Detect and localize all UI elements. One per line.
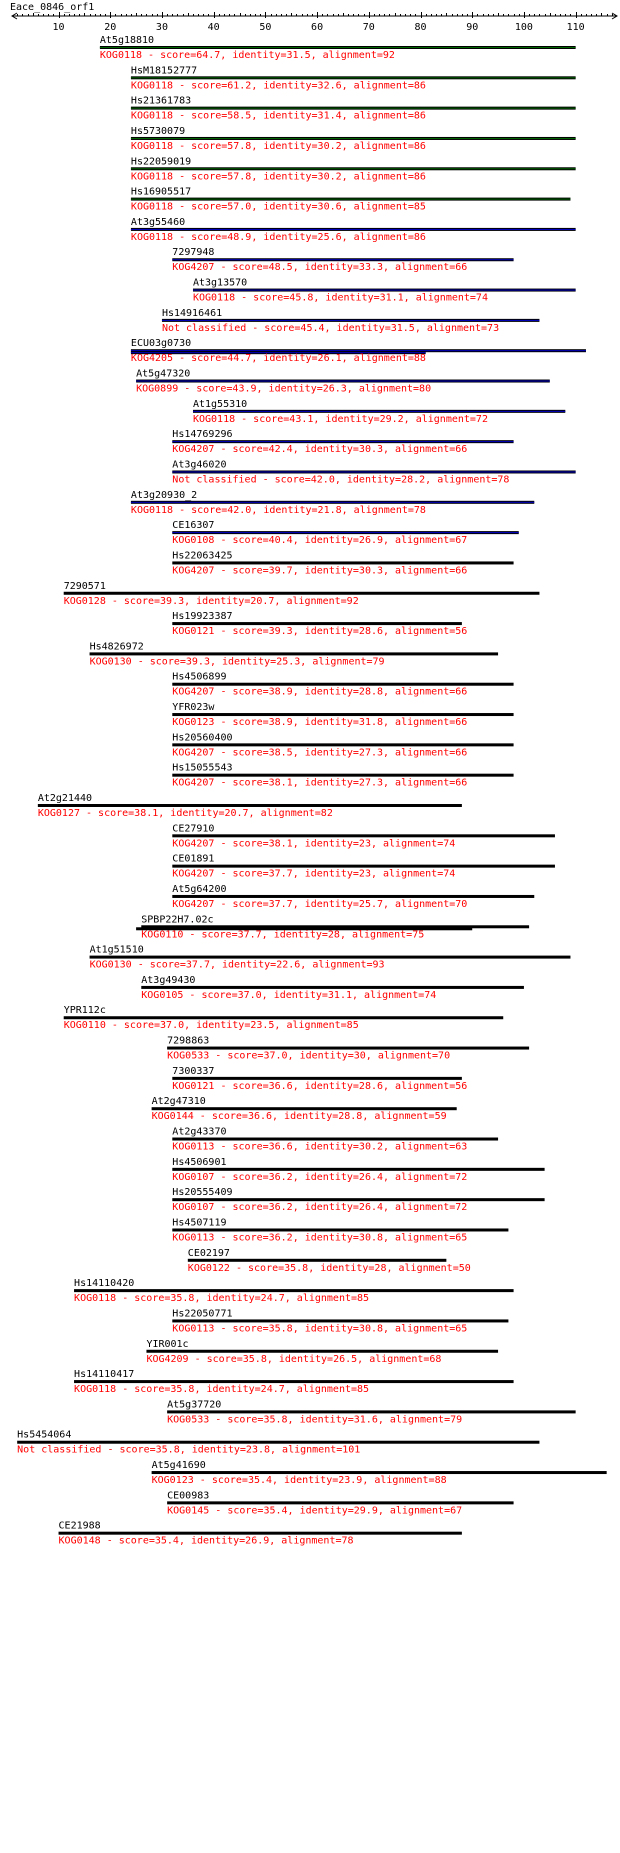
hit-row (167, 1036, 529, 1062)
hit-bar-outline (17, 1441, 539, 1444)
hit-description: KOG0118 - score=61.2, identity=32.6, alignment=86 (130, 80, 426, 92)
hit-row (38, 793, 462, 819)
hit-row (131, 338, 586, 364)
hit-name: At3g20930_2 (130, 489, 198, 501)
hit-bar-blue (172, 471, 575, 472)
hit-bar-blue (131, 229, 576, 230)
hit-description: KOG0899 - score=43.9, identity=26.3, alignment=80 (136, 383, 432, 395)
hit-name: SPBP22H7.02c (141, 914, 214, 926)
hit-bar-outline (167, 1501, 513, 1504)
hit-bar-outline (172, 622, 462, 625)
hit-description: KOG0145 - score=35.4, identity=29.9, alignment=67 (167, 1505, 463, 1517)
hit-description: KOG0118 - score=48.9, identity=25.6, alignment=86 (130, 231, 426, 243)
hit-row (172, 1127, 498, 1153)
hit-bar-blue (172, 259, 513, 260)
hit-description: KOG0118 - score=57.8, identity=30.2, alignment=86 (130, 171, 426, 183)
hit-description: KOG0118 - score=42.0, identity=21.8, alignment=78 (130, 504, 426, 516)
hit-bar-green (100, 47, 576, 48)
hit-name: At5g18810 (99, 35, 155, 46)
hit-row (136, 369, 550, 395)
hit-name: Hs22059019 (130, 156, 192, 168)
axis-tick-label: 80 (414, 22, 427, 33)
hit-bar-outline (172, 1077, 462, 1080)
hit-row (141, 975, 524, 1001)
hit-description: KOG0121 - score=39.3, identity=28.6, alignment=56 (172, 626, 468, 638)
hit-name: YFR023w (172, 702, 215, 714)
hit-row (131, 217, 576, 243)
hit-bar-green (131, 108, 576, 109)
hit-name: Hs5730079 (130, 125, 186, 137)
hit-row (172, 611, 467, 637)
hit-row (131, 187, 571, 213)
hit-bar-outline (146, 1350, 498, 1353)
hit-bar-blue (162, 320, 539, 321)
hit-bar-blue (136, 381, 550, 382)
hit-description: Not classified - score=42.0, identity=28.2, alignment=78 (172, 474, 510, 486)
hit-list (17, 35, 606, 1547)
hit-bar-outline (74, 1289, 514, 1292)
hit-name: Hs22050771 (172, 1308, 233, 1320)
hit-name: Hs4506899 (172, 671, 227, 683)
hit-description: KOG4207 - score=48.5, identity=33.3, alignment=66 (172, 262, 468, 274)
hit-name: Hs15055543 (172, 762, 233, 774)
hit-row (172, 1308, 508, 1334)
hit-description: KOG0113 - score=35.8, identity=30.8, alignment=65 (172, 1323, 468, 1335)
hit-bar-outline (172, 895, 534, 898)
hit-row (172, 732, 513, 758)
hit-row (131, 156, 576, 182)
hit-description: KOG4207 - score=42.4, identity=30.3, alignment=66 (172, 444, 468, 456)
hit-row (131, 126, 576, 152)
hit-bar-outline (90, 956, 571, 959)
hit-description: KOG0123 - score=38.9, identity=31.8, alignment=66 (172, 717, 468, 729)
hit-description: KOG4207 - score=39.7, identity=30.3, alignment=66 (172, 565, 468, 577)
hit-description: KOG4207 - score=38.9, identity=28.8, alignment=66 (172, 686, 468, 698)
hit-row (172, 672, 513, 698)
hit-description: KOG0118 - score=58.5, identity=31.4, alignment=86 (130, 110, 426, 122)
hit-name: At3g49430 (141, 974, 196, 986)
hit-row (172, 459, 575, 485)
hit-description: KOG0533 - score=37.0, identity=30, alignment=70 (167, 1050, 451, 1062)
hit-row (172, 1217, 508, 1243)
hit-description: KOG4207 - score=37.7, identity=25.7, alignment=70 (172, 898, 468, 910)
hit-description: KOG0118 - score=64.7, identity=31.5, alignment=92 (99, 50, 395, 61)
axis-tick-label: 90 (466, 22, 479, 33)
hit-row (64, 581, 540, 607)
hit-row (172, 550, 513, 576)
hit-name: Hs16905517 (130, 186, 192, 198)
hit-name: 7297948 (172, 247, 215, 259)
hit-name: At3g46020 (172, 459, 227, 471)
hit-description: KOG0144 - score=36.6, identity=28.8, alignment=59 (151, 1111, 447, 1123)
hit-name: At2g47310 (151, 1096, 206, 1108)
axis-tick-label: 60 (311, 22, 324, 33)
hit-name: Hs4507119 (172, 1217, 227, 1229)
axis-tick-label: 30 (155, 22, 168, 33)
hit-row (172, 823, 555, 849)
hit-bar-green (131, 168, 576, 169)
hit-bar-outline (90, 652, 499, 655)
hit-row (172, 702, 513, 728)
hit-description: KOG0127 - score=38.1, identity=20.7, alignment=82 (37, 808, 333, 819)
hit-row (152, 1096, 457, 1122)
hit-description: KOG0118 - score=57.0, identity=30.6, alignment=85 (130, 201, 426, 213)
hit-name: Hs22063425 (172, 550, 233, 562)
hit-name: CE16307 (172, 520, 215, 532)
hit-name: At5g41690 (151, 1460, 206, 1472)
hit-description: KOG0108 - score=40.4, identity=26.9, alignment=67 (172, 535, 468, 547)
hit-name: At5g37720 (167, 1399, 222, 1411)
hit-name: YPR112c (63, 1005, 106, 1017)
hit-bar-outline (172, 561, 513, 564)
hit-name: CE21988 (58, 1520, 101, 1532)
hit-bar-outline (172, 743, 513, 746)
hit-description: KOG0113 - score=36.2, identity=30.8, alignment=65 (172, 1232, 468, 1244)
hit-bar-blue (172, 441, 513, 442)
hit-name: At1g55310 (192, 398, 248, 410)
hit-bar-outline (141, 986, 524, 989)
hit-row (172, 884, 534, 910)
hit-row (74, 1278, 514, 1304)
hit-row (193, 399, 565, 425)
hit-name: CE01891 (172, 853, 215, 865)
hit-bar-outline (167, 1410, 576, 1413)
hit-row (74, 1369, 514, 1395)
hit-bar-outline (172, 774, 513, 777)
hit-row (172, 247, 513, 273)
chart-title: Eace_0846_orf1 (10, 2, 95, 13)
hit-name: Hs5454064 (17, 1429, 72, 1441)
hit-row (59, 1521, 462, 1547)
hit-name: Hs4826972 (89, 641, 144, 653)
hit-name: At3g55460 (130, 216, 186, 228)
hit-description: KOG0110 - score=37.7, identity=28, alignment=75 (141, 929, 425, 941)
hit-bar-outline (64, 592, 540, 595)
hit-row (90, 945, 571, 971)
hit-name: At5g47320 (136, 368, 191, 380)
hit-bar-outline (64, 1016, 504, 1019)
hit-name: At1g51510 (89, 944, 144, 956)
hit-description: KOG4205 - score=44.7, identity=26.1, alignment=88 (130, 353, 426, 365)
hit-description: KOG0128 - score=39.3, identity=20.7, alignment=92 (63, 595, 359, 607)
hit-row (188, 1248, 471, 1274)
hit-row (100, 35, 576, 61)
hit-description: KOG0130 - score=39.3, identity=25.3, alignment=79 (89, 656, 385, 668)
hit-description: KOG0110 - score=37.0, identity=23.5, alignment=85 (63, 1020, 359, 1032)
hit-name: YIR001c (146, 1338, 189, 1350)
hit-row (193, 278, 576, 304)
hit-name: Hs14769296 (172, 429, 233, 441)
hit-bar-outline (167, 1047, 529, 1050)
hit-row (172, 1066, 467, 1092)
hit-row (90, 641, 499, 667)
axis-tick-label: 10 (52, 22, 65, 33)
hit-bar-green (131, 77, 576, 78)
hit-bar-green (131, 138, 576, 139)
hit-description: KOG0107 - score=36.2, identity=26.4, alignment=72 (172, 1202, 468, 1214)
hit-name: 7300337 (172, 1065, 215, 1077)
axis-tick-label: 110 (566, 22, 585, 33)
hit-bar-outline (172, 1228, 508, 1231)
axis-tick-label: 20 (104, 22, 117, 33)
hit-row (167, 1490, 513, 1516)
axis-tick-label: 50 (259, 22, 272, 33)
hit-description: KOG0105 - score=37.0, identity=31.1, alignment=74 (141, 989, 437, 1001)
hit-name: Hs4506901 (172, 1156, 227, 1168)
hit-bar-outline (172, 713, 513, 716)
hit-row (136, 914, 529, 940)
hit-description: KOG0533 - score=35.8, identity=31.6, alignment=79 (167, 1414, 463, 1426)
hit-name: Hs14110417 (74, 1369, 135, 1381)
hit-bar-outline (172, 1138, 498, 1141)
hit-row (172, 763, 513, 789)
hit-name: 7298863 (167, 1035, 210, 1047)
hit-name: 7290571 (63, 580, 106, 592)
hit-description: KOG0107 - score=36.2, identity=26.4, alignment=72 (172, 1171, 468, 1183)
hit-name: At2g21440 (37, 793, 93, 804)
hit-description: KOG0113 - score=36.6, identity=30.2, alignment=63 (172, 1141, 468, 1153)
hit-name: Hs20560400 (172, 732, 233, 744)
hit-row (152, 1460, 607, 1486)
hit-bar-green (131, 199, 571, 200)
hit-description: KOG4207 - score=38.1, identity=23, alignment=74 (172, 838, 456, 850)
hit-bar-outline (172, 1168, 544, 1171)
hit-description: KOG4209 - score=35.8, identity=26.5, alignment=68 (146, 1353, 442, 1365)
ruler-axis (12, 12, 617, 33)
hit-description: KOG0118 - score=43.1, identity=29.2, alignment=72 (192, 413, 488, 425)
hit-name: At2g43370 (172, 1126, 227, 1138)
hit-bar-outline (74, 1380, 514, 1383)
hit-row (172, 1157, 544, 1183)
hit-row (131, 65, 576, 91)
hit-row (172, 854, 555, 880)
hit-description: KOG0148 - score=35.4, identity=26.9, alignment=78 (58, 1535, 354, 1547)
hit-bar-blue (131, 350, 586, 351)
hit-row (172, 429, 513, 455)
hit-bar-outline (172, 834, 555, 837)
axis-tick-label: 100 (514, 22, 533, 33)
hit-row (172, 1187, 544, 1213)
hit-row (131, 96, 576, 122)
hit-name: Hs20555409 (172, 1187, 233, 1199)
hit-description: Not classified - score=45.4, identity=31.5, alignment=73 (161, 322, 500, 334)
hit-name: ECU03g0730 (130, 338, 192, 350)
hit-bar-outline (59, 1532, 462, 1535)
hit-bar-blue (193, 411, 565, 412)
hit-description: KOG0123 - score=35.4, identity=23.9, alignment=88 (151, 1475, 447, 1487)
hit-row (17, 1430, 539, 1456)
hit-row (167, 1399, 576, 1425)
hit-description: KOG0121 - score=36.6, identity=28.6, alignment=56 (172, 1080, 468, 1092)
hit-name: Hs19923387 (172, 611, 233, 623)
hit-description: KOG0118 - score=45.8, identity=31.1, alignment=74 (192, 292, 488, 304)
hit-description: KOG0122 - score=35.8, identity=28, alignment=50 (187, 1262, 471, 1274)
hit-bar-outline (172, 1319, 508, 1322)
hit-bar-blue (172, 532, 518, 533)
hit-description: KOG0118 - score=57.8, identity=30.2, alignment=86 (130, 140, 426, 152)
hit-bar-outline (172, 683, 513, 686)
hit-bar-outline (152, 1107, 457, 1110)
axis-tick-label: 40 (207, 22, 220, 33)
hit-description: KOG4207 - score=38.5, identity=27.3, alignment=66 (172, 747, 468, 759)
hit-row (146, 1339, 498, 1365)
hit-row (64, 1005, 504, 1031)
hit-bar-blue (193, 290, 576, 291)
hit-row (162, 308, 539, 334)
hit-name: Hs14110420 (74, 1278, 135, 1290)
hit-row (131, 490, 534, 516)
axis-tick-label: 70 (362, 22, 375, 33)
hit-row (172, 520, 518, 546)
hit-name: HsM18152777 (130, 65, 198, 77)
hit-description: KOG4207 - score=38.1, identity=27.3, alignment=66 (172, 777, 468, 789)
hit-name: Hs14916461 (161, 307, 223, 319)
hit-name: At5g64200 (172, 883, 227, 895)
hit-bar-outline (188, 1259, 447, 1262)
hit-name: CE27910 (172, 823, 215, 835)
hit-bar-blue (131, 502, 534, 503)
hit-bar-outline (172, 865, 555, 868)
hit-description: KOG0130 - score=37.7, identity=22.6, alignment=93 (89, 959, 385, 971)
hit-description: Not classified - score=35.8, identity=23.8, alignment=101 (17, 1444, 361, 1456)
hit-bar-outline (172, 1198, 544, 1201)
hit-name: At3g13570 (192, 277, 248, 289)
hit-name: Hs21361783 (130, 95, 192, 107)
hit-description: KOG4207 - score=37.7, identity=23, alignment=74 (172, 868, 456, 880)
hit-bar-outline (38, 804, 462, 807)
hit-description: KOG0118 - score=35.8, identity=24.7, alignment=85 (74, 1293, 370, 1305)
hit-name: CE00983 (167, 1490, 210, 1502)
hit-bar-outline (152, 1471, 607, 1474)
hit-name: CE02197 (187, 1247, 230, 1259)
hit-description: KOG0118 - score=35.8, identity=24.7, alignment=85 (74, 1384, 370, 1396)
